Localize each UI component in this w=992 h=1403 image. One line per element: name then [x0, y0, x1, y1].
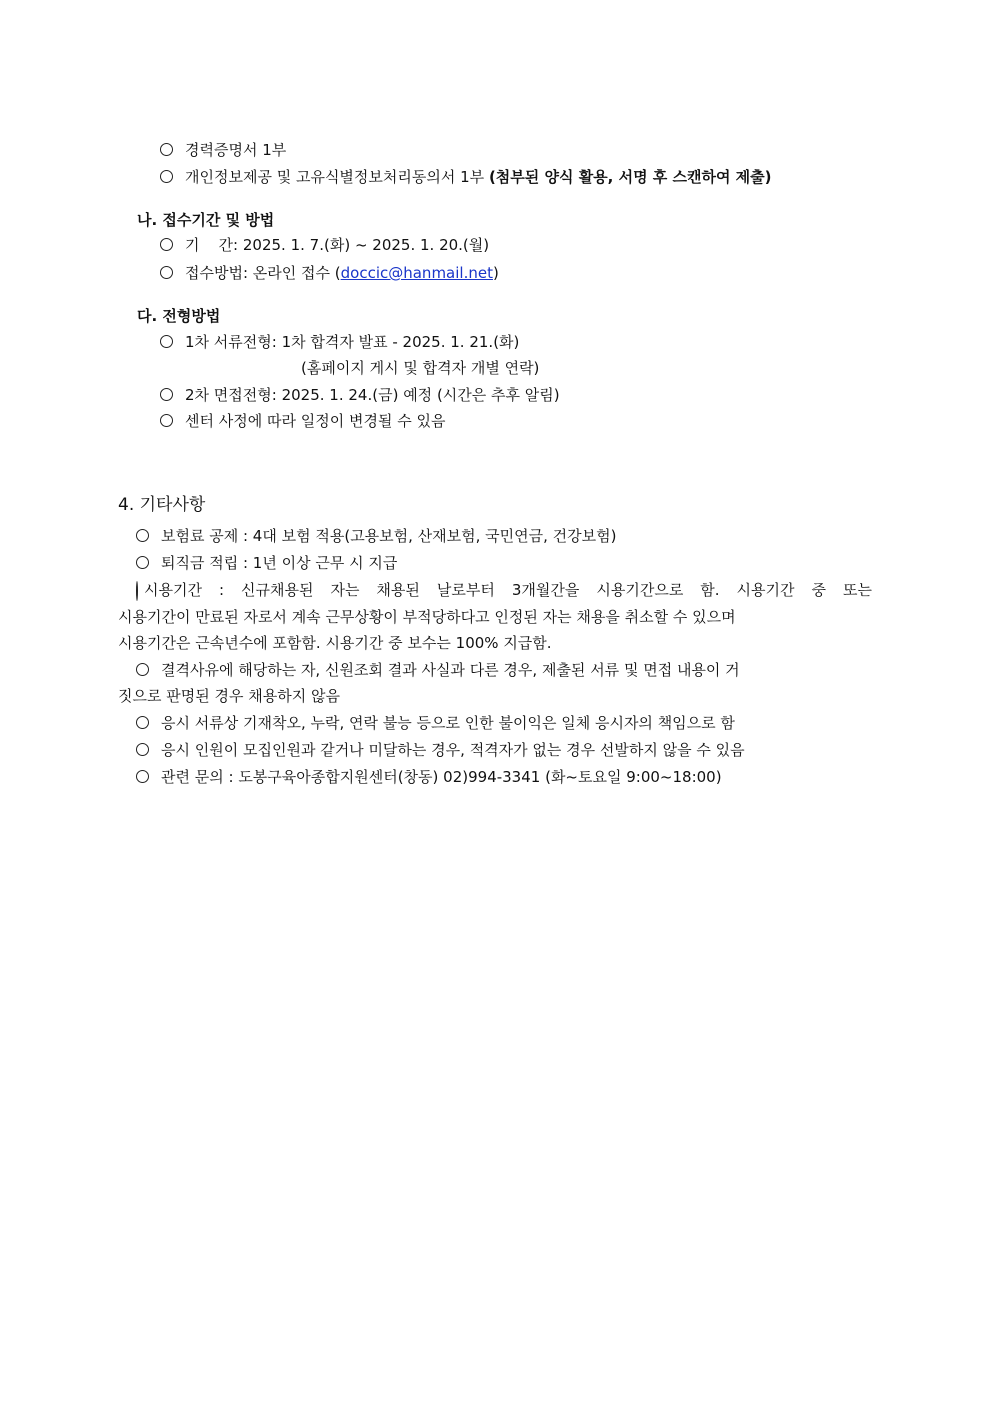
item-text: 센터 사정에 따라 일정이 변경될 수 있음 — [185, 412, 446, 430]
item-text: 2차 면접전형: 2025. 1. 24.(금) 예정 (시간은 추후 알림) — [185, 386, 560, 404]
item-text: 시용기간 : 신규채용된 자는 채용된 날로부터 3개월간을 시용기간으로 함. 시용기간 중 또는 — [144, 581, 872, 599]
list-item — [136, 553, 397, 573]
circle-bullet-icon — [160, 238, 173, 251]
item-text: 경력증명서 1부 — [185, 141, 287, 159]
circle-bullet-icon — [160, 143, 173, 156]
list-item — [160, 411, 445, 431]
circle-bullet-icon — [136, 663, 149, 676]
list-item — [136, 767, 722, 787]
circle-bullet-icon — [160, 388, 173, 401]
circle-bullet-icon — [160, 414, 173, 427]
item-text: 응시 서류상 기재착오, 누락, 연락 불능 등으로 인한 불이익은 일체 응시자의 책임으로 함 — [161, 714, 735, 732]
item-text: 개인정보제공 및 고유식별정보처리동의서 1부 — [185, 168, 489, 186]
item-text: 보험료 공제 : 4대 보험 적용(고용보험, 산재보험, 국민연금, 건강보험) — [161, 527, 617, 545]
circle-bullet-icon — [136, 529, 149, 542]
item-text: 결격사유에 해당하는 자, 신원조회 결과 사실과 다른 경우, 제출된 서류 및 면접 내용이 거 — [161, 661, 740, 679]
paragraph-line — [118, 580, 872, 601]
circle-bullet-icon — [136, 716, 149, 729]
section-heading: 나. 접수기간 및 방법 — [137, 211, 275, 229]
list-item — [160, 263, 499, 283]
list-item — [160, 385, 560, 405]
item-text: 응시 인원이 모집인원과 같거나 미달하는 경우, 적격자가 없는 경우 선발하지 않을 수 있음 — [161, 741, 745, 759]
email-link[interactable]: doccic@hanmail.net — [340, 264, 493, 282]
circle-bullet-icon — [160, 170, 173, 183]
list-item — [136, 660, 740, 680]
circle-bullet-icon — [136, 743, 149, 756]
list-item — [160, 167, 772, 187]
paragraph-line: 시용기간이 만료된 자로서 계속 근무상황이 부적당하다고 인정된 자는 채용을 취소할 수 있으며 — [118, 608, 736, 626]
circle-bullet-icon — [160, 266, 173, 279]
item-text: 관련 문의 : 도봉구육아종합지원센터(창동) 02)994-3341 (화~토요일 9:00~18:00) — [161, 768, 722, 786]
list-item — [160, 235, 489, 255]
item-text: 퇴직금 적립 : 1년 이상 근무 시 지급 — [161, 554, 398, 572]
circle-bullet-icon — [136, 770, 149, 783]
item-text: ) — [492, 264, 499, 282]
item-emphasis: (첨부된 양식 활용, 서명 후 스캔하여 제출) — [488, 168, 772, 186]
item-text: 1차 서류전형: 1차 합격자 발표 - 2025. 1. 21.(화) — [185, 333, 520, 351]
list-item — [136, 713, 735, 733]
item-note: (홈페이지 게시 및 합격자 개별 연락) — [301, 359, 540, 377]
circle-bullet-icon — [160, 335, 173, 348]
paragraph-line: 시용기간은 근속년수에 포함함. 시용기간 중 보수는 100% 지급함. — [118, 634, 552, 652]
circle-bullet-icon — [136, 581, 138, 601]
list-item — [160, 140, 286, 160]
list-item — [160, 332, 519, 352]
section-heading: 4. 기타사항 — [118, 495, 206, 515]
list-item — [136, 740, 745, 760]
paragraph-line: 짓으로 판명된 경우 채용하지 않음 — [118, 687, 340, 705]
circle-bullet-icon — [136, 556, 149, 569]
section-heading: 다. 전형방법 — [137, 307, 221, 325]
item-text: 접수방법: 온라인 접수 ( — [185, 264, 341, 282]
list-item — [136, 526, 617, 546]
item-text: 기 간: 2025. 1. 7.(화) ~ 2025. 1. 20.(월) — [185, 236, 490, 254]
